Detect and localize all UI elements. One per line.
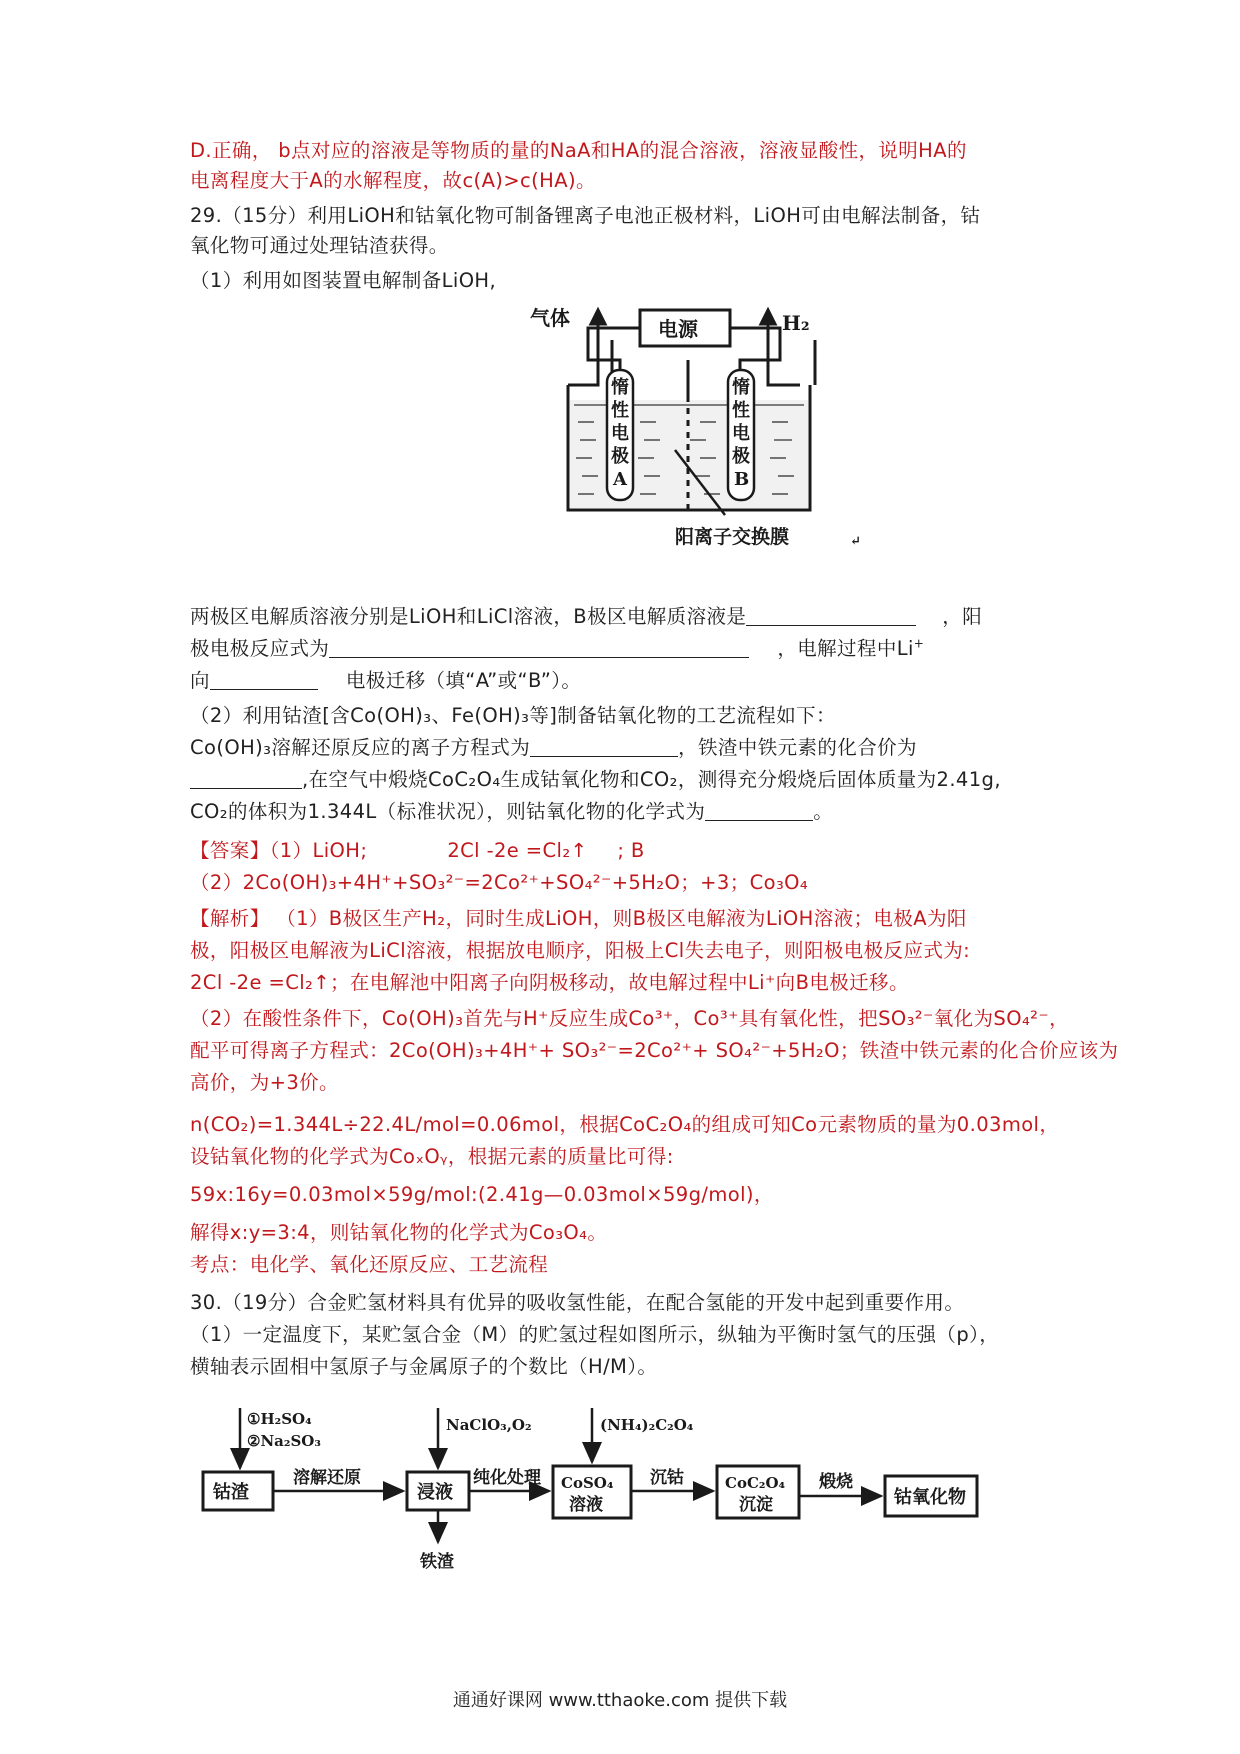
- reagent-label: ②Na₂SO₃: [247, 1432, 321, 1450]
- electrode-a-char: A: [613, 469, 627, 490]
- question-30-line1: 30.（19分）合金贮氢材料具有优异的吸收氢性能，在配合氢能的开发中起到重要作用。: [190, 1291, 965, 1314]
- answer-blank[interactable]: [329, 637, 749, 658]
- text-line: 电离程度大于A的水解程度，故c(A)>c(HA)。: [190, 169, 596, 192]
- text-line: D.正确， b点对应的溶液是等物质的量的NaA和HA的混合溶液，溶液显酸性，说明HA的: [190, 139, 967, 162]
- question-30-line2: （1）一定温度下，某贮氢合金（M）的贮氢过程如图所示，纵轴为平衡时氢气的压强（p），: [190, 1323, 1000, 1346]
- process-flow-diagram: [195, 1400, 1025, 1575]
- text-segment: ，阳: [942, 605, 983, 628]
- text-segment: ; B: [617, 839, 645, 862]
- membrane-label: 阳离子交换膜: [675, 526, 790, 548]
- answer-blank[interactable]: [530, 736, 678, 757]
- electrode-a-char: 惰: [611, 377, 629, 398]
- flow-box-label: 沉淀: [739, 1495, 773, 1515]
- sub-question-1: （1）利用如图装置电解制备LiOH,: [190, 269, 497, 292]
- analysis-line: （2）在酸性条件下，Co(OH)₃首先与H⁺反应生成Co³⁺，Co³⁺具有氧化性，把SO₃²⁻氧化为SO₄²⁻，: [190, 1007, 1069, 1030]
- paragraph-mark: ↵: [850, 534, 861, 549]
- analysis-line: 59x:16y=0.03mol×59g/mol:(2.41g—0.03mol×59g/mol)，: [190, 1183, 774, 1206]
- electrode-a-char: 电: [611, 423, 629, 444]
- analysis-line: 高价，为+3价。: [190, 1071, 339, 1094]
- text-segment: 2Cl -2e =Cl₂↑: [447, 839, 588, 862]
- superscript: +: [913, 636, 925, 651]
- electrode-a-char: 性: [611, 400, 629, 421]
- question-29-line2: 氧化物可通过处理钴渣获得。: [190, 234, 449, 257]
- power-source-label: 电源: [658, 317, 698, 341]
- sub-question-2: （2）利用钴渣[含Co(OH)₃、Fe(OH)₃等]制备钴氧化物的工艺流程如下：: [190, 704, 836, 727]
- page-footer: 通通好课网 www.tthaoke.com 提供下载: [452, 1690, 788, 1711]
- analysis-line: 【解析】 （1）B极区生产H₂，同时生成LiOH，则B极区电解液为LiOH溶液；电极A为阳: [190, 907, 967, 930]
- flow-box-label: 钴氧化物: [894, 1487, 966, 1508]
- text-segment: 【答案】（1）LiOH;: [190, 839, 368, 862]
- text-segment: CO₂的体积为1.344L（标准状况），则钴氧化物的化学式为: [190, 800, 706, 823]
- flow-box-label: CoC₂O₄: [725, 1474, 786, 1492]
- gas-outlet-left: [568, 310, 612, 385]
- fill-in-line-5: [190, 767, 1001, 793]
- answer-line-2: （2）2Co(OH)₃+4H⁺+SO₃²⁻=2Co²⁺+SO₄²⁻+5H₂O；+3；Co₃O₄: [190, 871, 809, 894]
- answer-line-1: [190, 838, 645, 864]
- flow-box-label: 溶液: [569, 1495, 603, 1515]
- text-segment: ，铁渣中铁元素的化合价为: [678, 736, 917, 759]
- text-segment: ,在空气中煅烧CoC₂O₄生成钴氧化物和CO₂，测得充分煅烧后固体质量为2.41g,: [302, 768, 1001, 791]
- process-step: 沉钴: [650, 1468, 684, 1488]
- flow-box-label: 浸液: [417, 1482, 453, 1503]
- text-segment: 向: [190, 669, 210, 692]
- fill-in-line-1: [190, 604, 982, 630]
- electrode-b-char: 性: [732, 400, 750, 421]
- electrolyte-solution: [570, 400, 808, 508]
- reagent-label: ①H₂SO₄: [247, 1410, 312, 1428]
- h2-label: H₂: [782, 311, 810, 335]
- electrode-a-char: 极: [611, 446, 629, 467]
- electrode-b-char: B: [734, 469, 750, 490]
- flow-box-label: 钴渣: [213, 1482, 249, 1503]
- analysis-line: 解得x:y=3:4，则钴氧化物的化学式为Co₃O₄。: [190, 1221, 608, 1244]
- fill-in-line-6: [190, 799, 833, 825]
- text-segment: ，电解过程中Li: [777, 637, 914, 660]
- byproduct-label: 铁渣: [420, 1552, 454, 1572]
- analysis-line: 极，阳极区电解液为LiCl溶液，根据放电顺序，阳极上Cl失去电子，则阳极电极反应式为:: [190, 939, 971, 962]
- analysis-line: n(CO₂)=1.344L÷22.4L/mol=0.06mol，根据CoC₂O₄的组成可知Co元素物质的量为0.03mol，: [190, 1113, 1060, 1136]
- analysis-line: 配平可得离子方程式：2Co(OH)₃+4H⁺+ SO₃²⁻=2Co²⁺+ SO₄²⁻+5H₂O；铁渣中铁元素的化合价应该为: [190, 1039, 1119, 1062]
- answer-blank[interactable]: [210, 669, 318, 690]
- fill-in-line-2: [190, 636, 924, 662]
- process-step: 纯化处理: [473, 1468, 541, 1488]
- question-30-line3: 横轴表示固相中氢原子与金属原子的个数比（H/M）。: [190, 1355, 658, 1378]
- text-segment: 。: [813, 800, 834, 823]
- analysis-line: 设钴氧化物的化学式为CoₓOᵧ，根据元素的质量比可得:: [190, 1145, 674, 1168]
- text-segment: 极电极反应式为: [190, 637, 330, 660]
- text-segment: 两极区电解质溶液分别是LiOH和LiCl溶液，B极区电解质溶液是: [190, 605, 747, 628]
- electrolysis-cell-diagram: [530, 300, 900, 600]
- question-29-line1: 29.（15分）利用LiOH和钴氧化物可制备锂离子电池正极材料，LiOH可由电解法制备，钴: [190, 204, 981, 227]
- analysis-line: 2Cl -2e =Cl₂↑；在电解池中阳离子向阴极移动，故电解过程中Li⁺向B电极迁移。: [190, 971, 909, 994]
- gas-label: 气体: [530, 306, 570, 330]
- text-segment: 电极迁移（填“A”或“B”）。: [345, 669, 582, 692]
- answer-blank[interactable]: [705, 800, 813, 821]
- electrode-b-char: 极: [732, 446, 750, 467]
- reagent-label: NaClO₃,O₂: [446, 1416, 532, 1434]
- process-step: 溶解还原: [293, 1468, 361, 1488]
- topic-line: 考点：电化学、氧化还原反应、工艺流程: [190, 1253, 549, 1276]
- process-step: 煅烧: [819, 1472, 853, 1492]
- reagent-label: (NH₄)₂C₂O₄: [600, 1416, 694, 1434]
- fill-in-line-4: [190, 735, 917, 761]
- electrode-b-char: 电: [732, 423, 750, 444]
- answer-blank[interactable]: [746, 605, 916, 626]
- flow-box-label: CoSO₄: [561, 1474, 614, 1492]
- text-segment: Co(OH)₃溶解还原反应的离子方程式为: [190, 736, 531, 759]
- fill-in-line-3: [190, 668, 581, 694]
- answer-blank[interactable]: [190, 768, 302, 789]
- electrode-b-char: 惰: [732, 377, 750, 398]
